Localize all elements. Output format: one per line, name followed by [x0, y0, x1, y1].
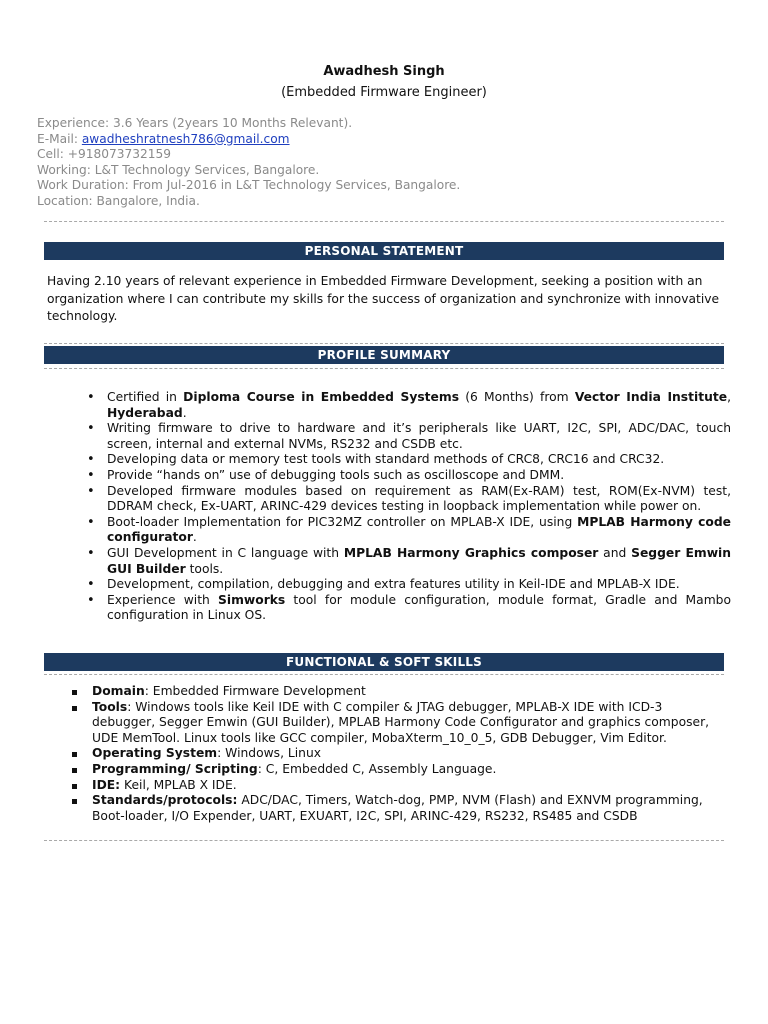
- summary-item: [107, 390, 731, 421]
- summary-item: [107, 577, 731, 593]
- duration-line: Work Duration: From Jul-2016 in L&T Technology Services, Bangalore.: [37, 178, 461, 193]
- summary-item-bold-text: MPLAB Harmony code configurator: [107, 514, 731, 545]
- divider: [44, 343, 724, 344]
- skill-item: [92, 700, 722, 747]
- skill-text: : Windows tools like Keil IDE with C compiler & JTAG debugger, MPLAB-X IDE with ICD-3 debugger, Segger Emwin (GUI Builder), MPLAB Harmony Code Configurator and graphics composer, UDE MemTool. Linux tools like GCC compiler, MobaXterm_10_0_5, GDB Debugger, Vim Editor.: [92, 699, 710, 745]
- section-header-profile-summary: PROFILE SUMMARY: [44, 346, 724, 364]
- skill-label: Tools: [92, 699, 128, 714]
- summary-item: [107, 468, 731, 484]
- summary-item-bold-text: Segger Emwin GUI Builder: [107, 545, 732, 576]
- summary-item-text: GUI Development in C language with: [107, 545, 344, 560]
- summary-item-text: Writing firmware to drive to hardware and it’s peripherals like UART, I2C, SPI, ADC/DAC, touch screen, internal and external NVMs, RS232 and CSDB etc.: [107, 421, 731, 451]
- section-header-skills: FUNCTIONAL & SOFT SKILLS: [44, 653, 724, 671]
- email-line: [37, 132, 737, 148]
- summary-item-bold-text: Simworks: [218, 592, 286, 607]
- skill-text: : C, Embedded C, Assembly Language.: [257, 761, 497, 776]
- divider: [44, 674, 724, 675]
- summary-item-text: Developing data or memory test tools with standard methods of CRC8, CRC16 and CRC32.: [107, 452, 665, 467]
- skill-label: Domain: [92, 684, 145, 698]
- experience-line: Experience: 3.6 Years (2years 10 Months Relevant).: [37, 116, 353, 130]
- summary-item: [107, 546, 731, 577]
- skill-label: Standards/protocols:: [92, 793, 238, 808]
- cell-line: Cell: +918073732159: [37, 147, 172, 162]
- summary-item-text: tool for module configuration, module format, Gradle and Mambo configuration in Linux OS.: [107, 592, 732, 623]
- summary-item-text: Experience with: [107, 592, 218, 607]
- skill-text: ADC/DAC, Timers, Watch-dog, PMP, NVM (Flash) and EXNVM programming, Boot-loader, I/O Expender, UART, EXUART, I2C, SPI, ARINC-429, RS232, RS485 and CSDB: [92, 793, 703, 823]
- summary-item: [107, 452, 731, 468]
- summary-item-bold-text: MPLAB Harmony Graphics composer: [343, 545, 599, 560]
- skill-item: [92, 684, 722, 700]
- personal-statement-text: Having 2.10 years of relevant experience in Embedded Firmware Development, seeking a position with an organization where I can contribute my skills for the success of organization and synchronize with innovative technology.: [47, 274, 720, 324]
- divider: [44, 840, 724, 841]
- skills-list: [0, 684, 731, 824]
- working-line: Working: L&T Technology Services, Bangalore.: [37, 162, 320, 177]
- summary-item-text: (6 Months) from: [459, 390, 575, 404]
- divider: [44, 368, 724, 369]
- contact-block: [37, 116, 737, 210]
- summary-item: [107, 515, 731, 546]
- skill-text: Keil, MPLAB X IDE.: [120, 777, 237, 792]
- skill-text: : Windows, Linux: [217, 746, 322, 761]
- summary-item: [107, 593, 731, 624]
- summary-item-text: Developed firmware modules based on requirement as RAM(Ex-RAM) test, ROM(Ex-NVM) test, DDRAM check, Ex-UART, ARINC-429 devices testing in loopback implementation while power on.: [107, 483, 731, 514]
- location-line: Location: Bangalore, India.: [37, 193, 200, 208]
- summary-item-text: tools.: [185, 561, 224, 576]
- skill-item: [92, 746, 722, 762]
- skill-text: : Embedded Firmware Development: [144, 684, 366, 698]
- skill-label: Operating System: [92, 746, 218, 761]
- email-link[interactable]: awadheshratnesh786@gmail.com: [81, 131, 290, 146]
- summary-item-text: .: [192, 530, 197, 545]
- divider: [44, 221, 724, 222]
- candidate-role: (Embedded Firmware Engineer): [281, 85, 487, 100]
- candidate-name: Awadhesh Singh: [323, 64, 445, 79]
- summary-item-text: Development, compilation, debugging and extra features utility in Keil-IDE and MPLAB-X IDE.: [107, 577, 680, 592]
- summary-item-text: .: [182, 405, 187, 420]
- skill-item: [92, 778, 722, 794]
- summary-item-text: and: [598, 545, 632, 560]
- skill-item: [92, 793, 722, 824]
- summary-item-text: ,: [727, 390, 731, 404]
- summary-item-text: Boot-loader Implementation for PIC32MZ controller on MPLAB-X IDE, using: [107, 514, 578, 529]
- section-header-personal-statement: PERSONAL STATEMENT: [44, 242, 724, 260]
- email-label: E-Mail:: [37, 131, 82, 146]
- skill-label: Programming/ Scripting: [92, 761, 258, 776]
- summary-item-bold-text: Hyderabad: [107, 405, 183, 420]
- skill-label: IDE:: [92, 777, 121, 792]
- summary-item-bold-text: Diploma Course in Embedded Systems: [183, 390, 460, 404]
- skill-item: [92, 762, 722, 778]
- summary-item-text: Certified in: [107, 390, 184, 404]
- summary-item-bold-text: Vector India Institute: [574, 390, 728, 404]
- summary-item: [107, 421, 731, 452]
- summary-item-text: Provide “hands on” use of debugging tools such as oscilloscope and DMM.: [107, 467, 565, 482]
- summary-item: [107, 484, 731, 515]
- profile-summary-list: [0, 390, 731, 624]
